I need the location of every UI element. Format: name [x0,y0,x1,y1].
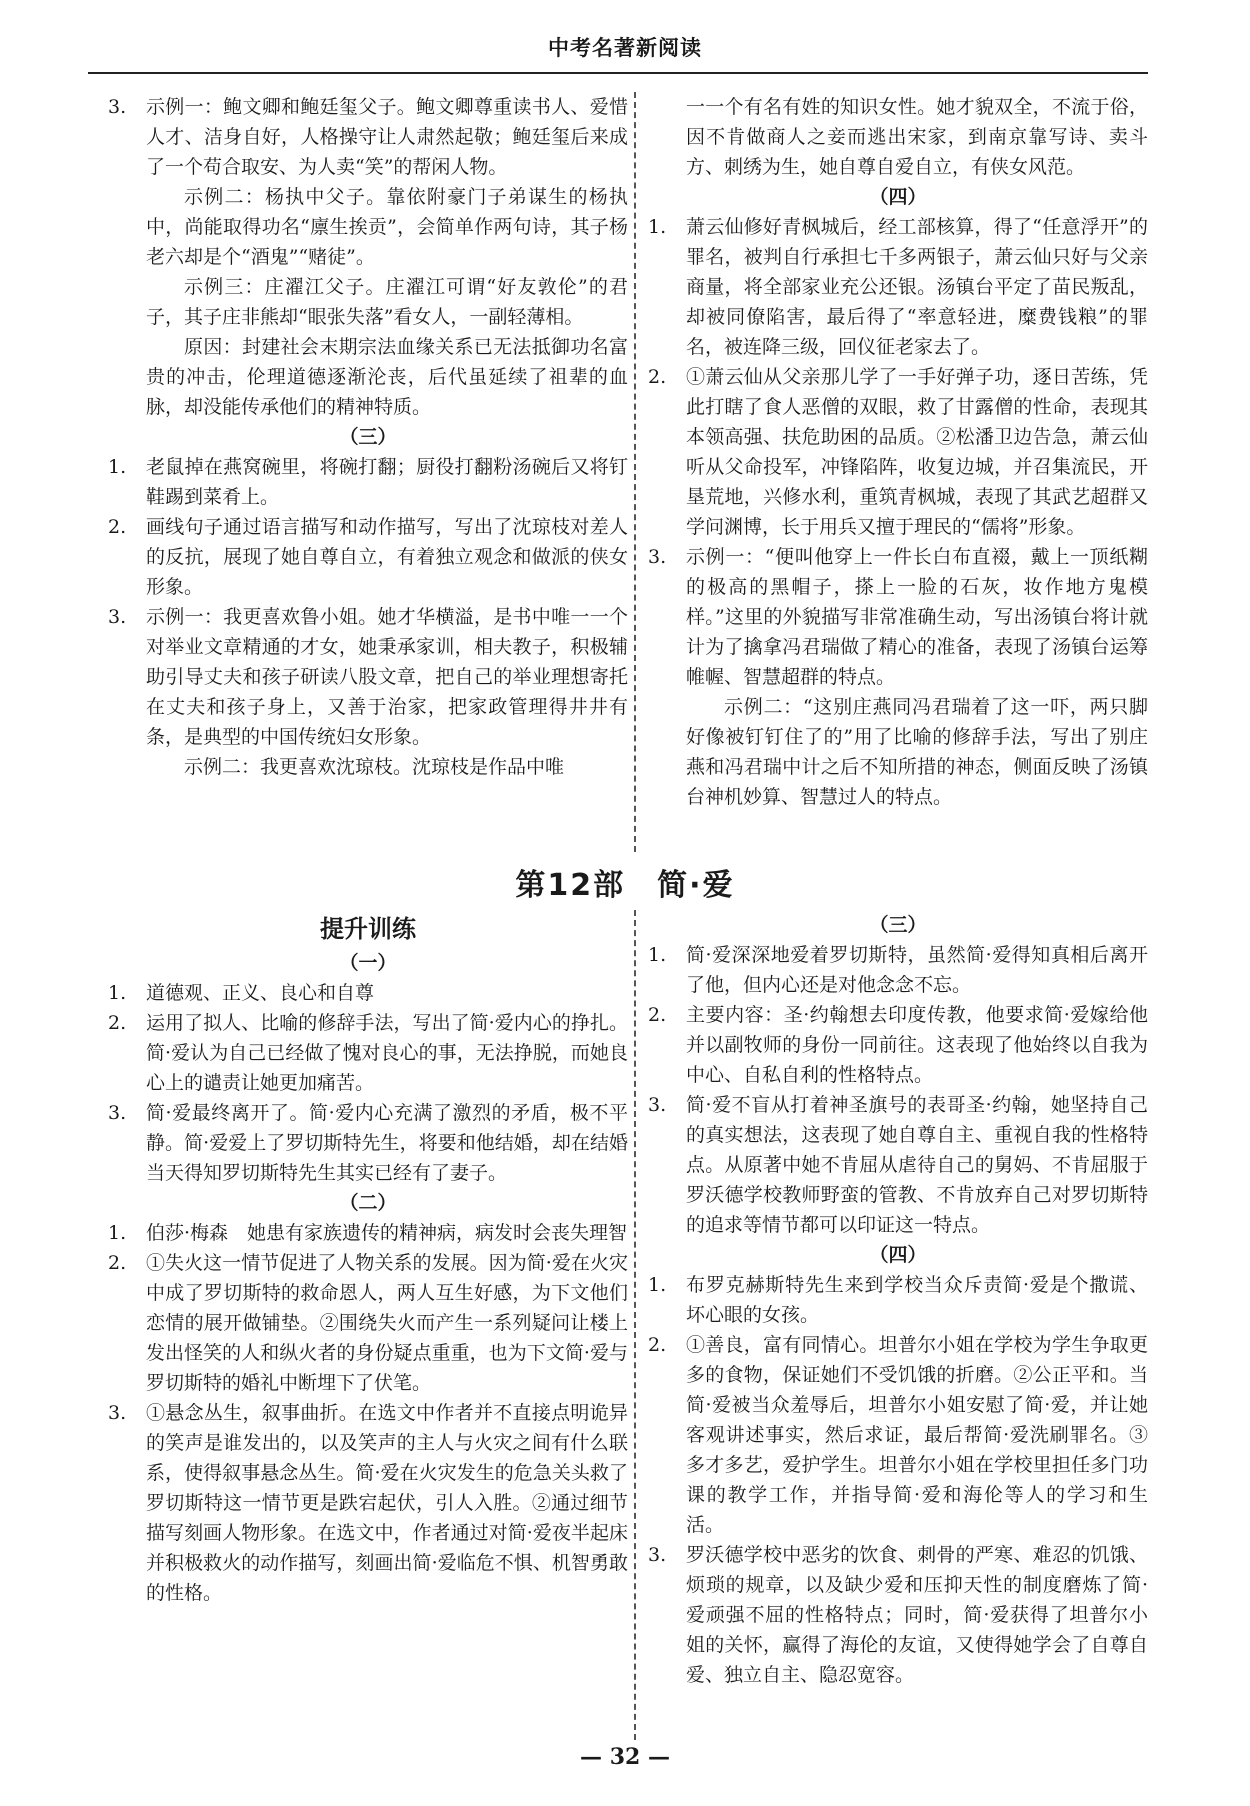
answer-text: 示例一：“便叫他穿上一件长白布直裰，戴上一顶纸糊的极高的黑帽子，搽上一脸的石灰，妆作地方鬼模样。”这里的外貌描写非常准确生动，写出汤镇台将计就计为了擒拿冯君瑞做了精心的准备，表现了汤镇台运筹帷幄、智慧超群的特点。 [686,546,1148,688]
page-number: — 32 — [580,1744,670,1770]
answer-3 [648,542,1148,692]
answer-text: 示例一：我更喜欢鲁小姐。她才华横溢，是书中唯一一个对举业文章精通的才女，她秉承家训，相夫教子，积极辅助引导丈夫和孩子研读八股文章，把自己的举业理想寄托在丈夫和孩子身上，又善于治家，把家政管理得井井有条，是典型的中国传统妇女形象。 [146,606,628,748]
answer-text: 伯莎·梅森 她患有家族遗传的精神病，病发时会丧失理智 [146,1222,628,1244]
example-paragraph: 示例三：庄濯江父子。庄濯江可谓“好友敦伦”的君子，其子庄非熊却“眼张失落”看女人，一副轻薄相。 [146,276,628,328]
section-heading: （一） [339,952,397,974]
section-heading: （四） [869,1244,927,1266]
answer-text: 道德观、正义、良心和自尊 [146,982,375,1004]
answer-3 [648,1090,1148,1240]
answer-number: 3. [108,1102,127,1124]
answer-2 [648,1330,1148,1540]
example-paragraph: 示例二：“这别庄燕同冯君瑞着了这一吓，两只脚好像被钉钉住了的”用了比喻的修辞手法，写出了别庄燕和冯君瑞中计之后不知所措的神态，侧面反映了汤镇台神机妙算、智慧过人的特点。 [686,696,1148,808]
answer-text: 简·爱深深地爱着罗切斯特，虽然简·爱得知真相后离开了他，但内心还是对他念念不忘。 [686,944,1148,996]
right-column-top [648,92,1148,812]
answer-number: 1. [648,1274,667,1296]
answer-number: 2. [648,1334,667,1356]
answer-1 [108,978,628,1008]
answer-text: 简·爱最终离开了。简·爱内心充满了激烈的矛盾，极不平静。简·爱爱上了罗切斯特先生，将要和他结婚，却在结婚当天得知罗切斯特先生其实已经有了妻子。 [146,1102,628,1184]
answer-number: 1. [108,982,127,1004]
answer-3 [108,602,628,752]
answer-3 [648,1540,1148,1690]
answer-number: 3. [108,1402,127,1424]
section-heading: （三） [869,914,927,936]
answer-number: 2. [108,516,127,538]
answer-text: ①萧云仙从父亲那儿学了一手好弹子功，逐日苦练，凭此打瞎了食人恶僧的双眼，救了甘露僧的性命，表现其本领高强、扶危助困的品质。②松潘卫边告急，萧云仙听从父命投军，冲锋陷阵，收复边城，并召集流民，开垦荒地，兴修水利，重筑青枫城，表现了其武艺超群又学问渊博，长于用兵又擅于理民的“儒将”形象。 [686,366,1148,538]
answer-number: 3. [648,546,667,568]
answer-1 [108,1218,628,1248]
answer-number: 2. [108,1252,127,1274]
answer-number: 2. [108,1012,127,1034]
reason-paragraph: 原因：封建社会末期宗法血缘关系已无法抵御功名富贵的冲击，伦理道德逐渐沦丧，后代虽延续了祖辈的血脉，却没能传承他们的精神特质。 [146,336,628,418]
answer-number: 1. [108,1222,127,1244]
answer-2 [648,1000,1148,1090]
answer-2 [108,512,628,602]
left-column-bottom [108,910,628,1608]
answer-text: ①善良，富有同情心。坦普尔小姐在学校为学生争取更多的食物，保证她们不受饥饿的折磨。②公正平和。当简·爱被当众羞辱后，坦普尔小姐安慰了简·爱，并让她客观讲述事实，然后求证，最后帮简·爱洗刷罪名。③多才多艺，爱护学生。坦普尔小姐在学校里担任多门功课的教学工作，并指导简·爱和海伦等人的学习和生活。 [686,1334,1148,1536]
answer-text: 示例一：鲍文卿和鲍廷玺父子。鲍文卿尊重读书人、爱惜人才、洁身自好，人格操守让人肃然起敬；鲍廷玺后来成了一个苟合取安、为人卖“笑”的帮闲人物。 [146,96,628,178]
header-rule [88,72,1148,74]
continued-paragraph: 一一个有名有姓的知识女性。她才貌双全，不流于俗，因不肯做商人之妾而逃出宋家，到南京靠写诗、卖斗方、刺绣为生，她自尊自爱自立，有侠女风范。 [686,96,1148,178]
header-title: 中考名著新阅读 [548,36,702,60]
answer-3 [108,1098,628,1188]
answer-number: 2. [648,1004,667,1026]
answer-number: 3. [108,606,127,628]
practice-title: 提升训练 [320,915,416,943]
answer-text: ①悬念丛生，叙事曲折。在选文中作者并不直接点明诡异的笑声是谁发出的，以及笑声的主人与火灾之间有什么联系，使得叙事悬念丛生。简·爱在火灾发生的危急关头救了罗切斯特这一情节更是跌宕起伏，引人入胜。②通过细节描写刻画人物形象。在选文中，作者通过对简·爱夜半起床并积极救火的动作描写，刻画出简·爱临危不惧、机智勇敢的性格。 [146,1402,628,1604]
answer-2 [108,1248,628,1398]
answer-1 [648,940,1148,1000]
answer-number: 1. [648,216,667,238]
answer-text: 主要内容：圣·约翰想去印度传教，他要求简·爱嫁给他并以副牧师的身份一同前往。这表现了他始终以自我为中心、自私自利的性格特点。 [686,1004,1148,1086]
example-paragraph: 示例二：我更喜欢沈琼枝。沈琼枝是作品中唯 [184,756,565,778]
answer-text: 运用了拟人、比喻的修辞手法，写出了简·爱内心的挣扎。简·爱认为自己已经做了愧对良心的事，无法挣脱，而她良心上的谴责让她更加痛苦。 [146,1012,628,1094]
answer-number: 1. [648,944,667,966]
answer-number: 3. [648,1094,667,1116]
answer-2 [108,1008,628,1098]
answer-1 [648,212,1148,362]
answer-number: 3. [648,1544,667,1566]
answer-number: 1. [108,456,127,478]
answer-2 [648,362,1148,542]
answer-3 [108,1398,628,1608]
answer-text: 画线句子通过语言描写和动作描写，写出了沈琼枝对差人的反抗，展现了她自尊自立，有着独立观念和做派的侠女形象。 [146,516,628,598]
example-paragraph: 示例二：杨执中父子。靠依附豪门子弟谋生的杨执中，尚能取得功名“廪生挨贡”，会简单作两句诗，其子杨老六却是个“酒鬼”“赌徒”。 [146,186,628,268]
answer-text: 简·爱不盲从打着神圣旗号的表哥圣·约翰，她坚持自己的真实想法，这表现了她自尊自主、重视自我的性格特点。从原著中她不肯屈从虐待自己的舅妈、不肯屈服于罗沃德学校教师野蛮的管教、不肯放弃自己对罗切斯特的追求等情节都可以印证这一特点。 [686,1094,1148,1236]
section-heading: （二） [339,1192,397,1214]
chapter-title: 第12部 简·爱 [515,868,735,903]
answer-text: 罗沃德学校中恶劣的饮食、刺骨的严寒、难忍的饥饿、烦琐的规章，以及缺少爱和压抑天性的制度磨炼了简·爱顽强不屈的性格特点；同时，简·爱获得了坦普尔小姐的关怀，赢得了海伦的友谊，又使得她学会了自尊自爱、独立自主、隐忍宽容。 [686,1544,1148,1686]
answer-1 [108,452,628,512]
answer-text: 老鼠掉在燕窝碗里，将碗打翻；厨役打翻粉汤碗后又将钉鞋踢到菜肴上。 [146,456,628,508]
answer-number: 2. [648,366,667,388]
section-heading: （三） [339,426,397,448]
answer-1 [648,1270,1148,1330]
answer-3 [108,92,628,182]
column-divider [634,910,636,1740]
section-heading: （四） [869,186,927,208]
answer-text: ①失火这一情节促进了人物关系的发展。因为简·爱在火灾中成了罗切斯特的救命恩人，两人互生好感，为下文他们恋情的展开做铺垫。②围绕失火而产生一系列疑问让楼上发出怪笑的人和纵火者的身份疑点重重，也为下文简·爱与罗切斯特的婚礼中断埋下了伏笔。 [146,1252,628,1394]
left-column-top [108,92,628,782]
answer-number: 3. [108,96,127,118]
right-column-bottom [648,910,1148,1690]
column-divider [634,92,636,852]
answer-text: 布罗克赫斯特先生来到学校当众斥责简·爱是个撒谎、坏心眼的女孩。 [686,1274,1148,1326]
answer-text: 萧云仙修好青枫城后，经工部核算，得了“任意浮开”的罪名，被判自行承担七千多两银子，萧云仙只好与父亲商量，将全部家业充公还银。汤镇台平定了苗民叛乱，却被同僚陷害，最后得了“率意轻进，糜费钱粮”的罪名，被连降三级，回仪征老家去了。 [686,216,1148,358]
